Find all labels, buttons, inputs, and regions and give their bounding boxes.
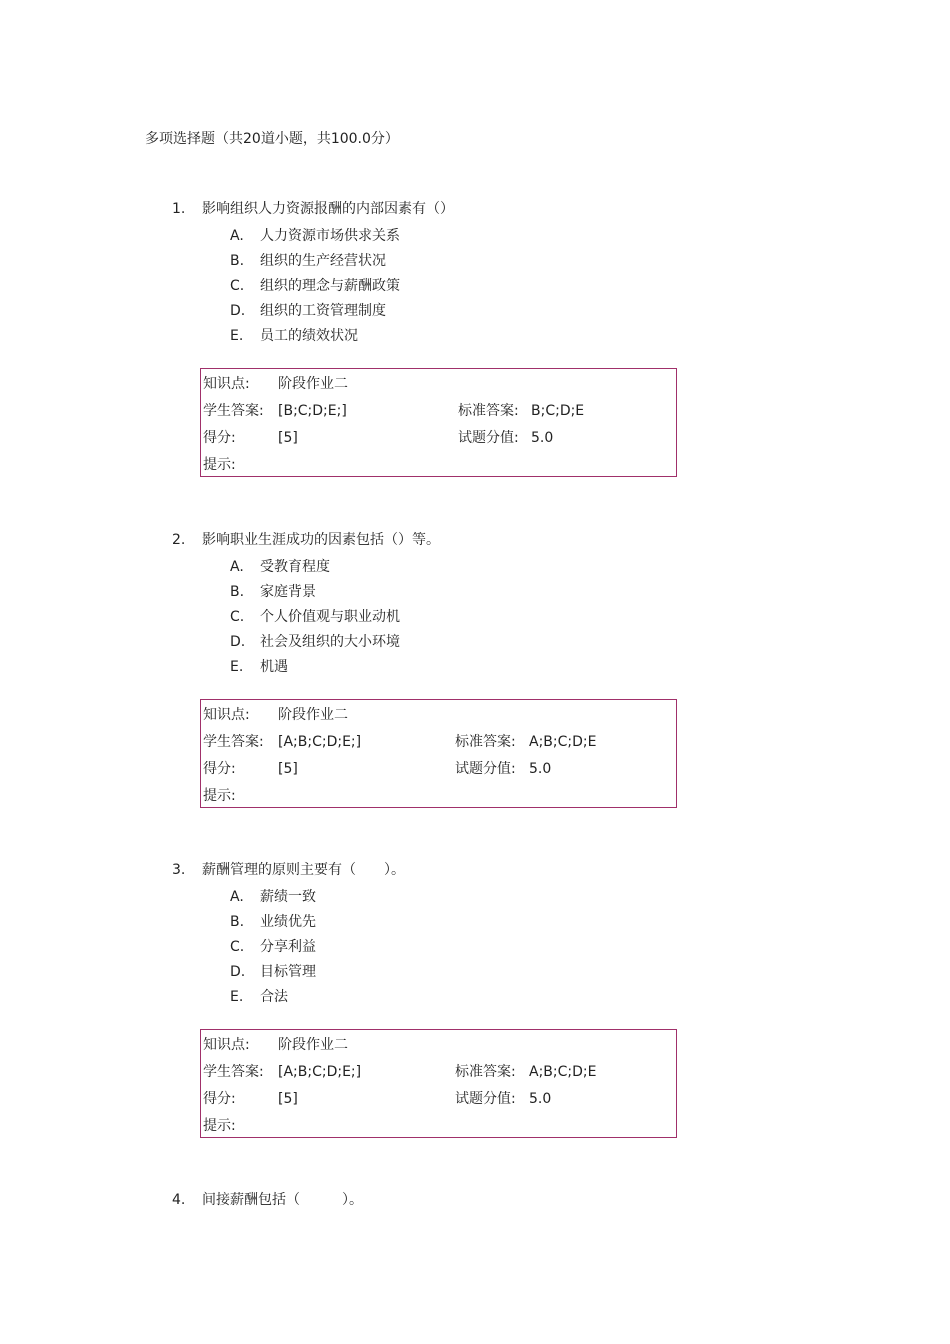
standard-answer-label: 标准答案: [458, 403, 519, 419]
student-answer-value: [A;B;C;D;E;] [278, 1064, 362, 1080]
option-text: 家庭背景 [260, 584, 316, 600]
option-text: 分享利益 [260, 939, 316, 955]
question-4 [172, 1190, 792, 1210]
option-letter: A. [230, 559, 244, 575]
question-number: 3. [172, 862, 186, 878]
question-stem [172, 199, 792, 219]
student-answer-label: 学生答案: [203, 1064, 264, 1080]
question-text: 影响组织人力资源报酬的内部因素有（） [202, 201, 454, 217]
option-text: 组织的工资管理制度 [260, 303, 386, 319]
option-letter: A. [230, 889, 244, 905]
standard-answer-value: B;C;D;E [531, 403, 585, 419]
hint-label: 提示: [203, 457, 236, 473]
knowledge-value: 阶段作业二 [278, 707, 348, 723]
option-letter: D. [230, 964, 246, 980]
student-answer-value: [A;B;C;D;E;] [278, 734, 362, 750]
question-number: 1. [172, 201, 186, 217]
option-letter: C. [230, 278, 245, 294]
option-letter: E. [230, 328, 244, 344]
question-number: 4. [172, 1192, 186, 1208]
option-text: 员工的绩效状况 [260, 328, 358, 344]
option-letter: D. [230, 634, 246, 650]
score-label: 得分: [203, 430, 236, 446]
option-text: 薪绩一致 [260, 889, 316, 905]
question-value: 5.0 [529, 761, 552, 777]
hint-label: 提示: [203, 788, 236, 804]
option-letter: E. [230, 659, 244, 675]
option-letter: A. [230, 228, 244, 244]
option-e [230, 985, 792, 1010]
option-c [230, 935, 792, 960]
option-text: 业绩优先 [260, 914, 316, 930]
option-letter: B. [230, 584, 245, 600]
score-value: [5] [278, 430, 298, 446]
question-value-label: 试题分值: [458, 430, 519, 446]
option-letter: B. [230, 253, 245, 269]
option-text: 人力资源市场供求关系 [260, 228, 400, 244]
question-value-label: 试题分值: [455, 1091, 516, 1107]
option-e [230, 324, 792, 349]
question-value: 5.0 [531, 430, 554, 446]
answer-info-box [200, 368, 677, 477]
option-a [230, 555, 792, 580]
standard-answer-label: 标准答案: [455, 734, 516, 750]
answer-info-box [200, 699, 677, 808]
option-text: 社会及组织的大小环境 [260, 634, 400, 650]
option-b [230, 580, 792, 605]
option-b [230, 249, 792, 274]
option-e [230, 655, 792, 680]
question-stem [172, 1190, 792, 1210]
question-1 [172, 199, 792, 349]
option-text: 组织的生产经营状况 [260, 253, 386, 269]
option-text: 组织的理念与薪酬政策 [260, 278, 400, 294]
knowledge-label: 知识点: [203, 376, 250, 392]
option-d [230, 630, 792, 655]
option-letter: E. [230, 989, 244, 1005]
option-text: 目标管理 [260, 964, 316, 980]
question-text: 薪酬管理的原则主要有（ ）。 [202, 862, 405, 878]
option-list [230, 224, 792, 349]
option-letter: B. [230, 914, 245, 930]
option-text: 机遇 [260, 659, 288, 675]
student-answer-label: 学生答案: [203, 734, 264, 750]
question-stem [172, 530, 792, 550]
option-text: 合法 [260, 989, 288, 1005]
question-text: 间接薪酬包括（ ）。 [202, 1192, 363, 1208]
option-list [230, 555, 792, 680]
score-value: [5] [278, 761, 298, 777]
knowledge-value: 阶段作业二 [278, 376, 348, 392]
question-number: 2. [172, 532, 186, 548]
option-a [230, 885, 792, 910]
student-answer-value: [B;C;D;E;] [278, 403, 347, 419]
hint-label: 提示: [203, 1118, 236, 1134]
option-letter: C. [230, 939, 245, 955]
option-c [230, 274, 792, 299]
option-letter: D. [230, 303, 246, 319]
section-header: 多项选择题（共20道小题，共100.0分） [145, 131, 399, 147]
question-text: 影响职业生涯成功的因素包括（）等。 [202, 532, 440, 548]
standard-answer-value: A;B;C;D;E [529, 734, 597, 750]
option-letter: C. [230, 609, 245, 625]
answer-info-box [200, 1029, 677, 1138]
knowledge-value: 阶段作业二 [278, 1037, 348, 1053]
option-d [230, 299, 792, 324]
option-a [230, 224, 792, 249]
student-answer-label: 学生答案: [203, 403, 264, 419]
option-text: 受教育程度 [260, 559, 330, 575]
option-b [230, 910, 792, 935]
question-2 [172, 530, 792, 680]
option-c [230, 605, 792, 630]
knowledge-label: 知识点: [203, 1037, 250, 1053]
score-value: [5] [278, 1091, 298, 1107]
option-text: 个人价值观与职业动机 [260, 609, 400, 625]
score-label: 得分: [203, 761, 236, 777]
option-list [230, 885, 792, 1010]
knowledge-label: 知识点: [203, 707, 250, 723]
question-value-label: 试题分值: [455, 761, 516, 777]
option-d [230, 960, 792, 985]
question-3 [172, 860, 792, 1010]
score-label: 得分: [203, 1091, 236, 1107]
question-value: 5.0 [529, 1091, 552, 1107]
standard-answer-value: A;B;C;D;E [529, 1064, 597, 1080]
standard-answer-label: 标准答案: [455, 1064, 516, 1080]
question-stem [172, 860, 792, 880]
